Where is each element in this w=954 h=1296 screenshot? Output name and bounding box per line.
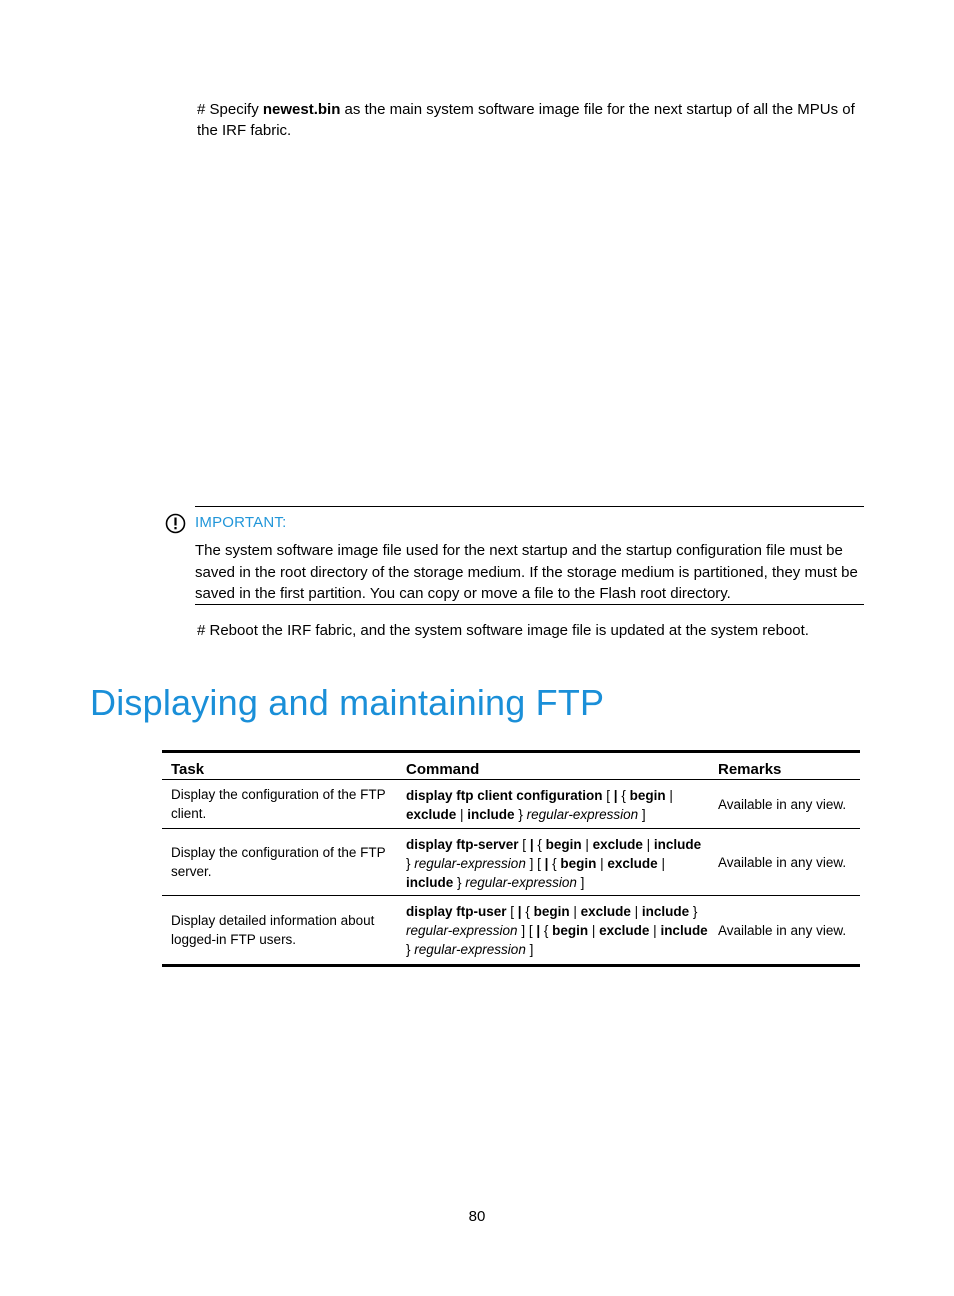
header-remarks: Remarks	[718, 761, 782, 778]
important-body: The system software image file used for the next startup and the startup configuration file must be saved in the root directory of the storage medium. If the storage medium is partitioned, they must be saved in the first partition. You can copy or move a file to the Flash root directory.	[195, 542, 858, 602]
command-cell: display ftp-user [ | { begin | exclude | include } regular-expression ] [ | { begin | exclude | include } regular-expression ]	[406, 904, 708, 957]
important-bottom-rule	[195, 604, 864, 605]
task-cell: Display the configuration of the FTP client.	[171, 787, 386, 821]
remarks-cell: Available in any view.	[718, 922, 847, 938]
command-cell: display ftp client configuration [ | { begin | exclude | include } regular-expression ]	[406, 788, 673, 822]
important-top-rule	[195, 506, 864, 507]
section-heading: Displaying and maintaining FTP	[90, 682, 605, 723]
page-number: 80	[468, 1208, 486, 1225]
table-row	[162, 780, 860, 829]
specify-prefix: # Specify	[197, 101, 263, 118]
remarks-cell: Available in any view.	[718, 796, 847, 812]
task-cell: Display the configuration of the FTP server.	[171, 845, 386, 879]
commands-table	[162, 750, 860, 967]
header-command: Command	[406, 761, 480, 778]
specify-suffix: as the main system software image file for the next startup of all the MPUs of the IRF fabric.	[197, 101, 855, 139]
table-row	[162, 896, 860, 964]
specify-paragraph	[197, 99, 867, 141]
command-cell: display ftp-server [ | { begin | exclude | include } regular-expression ] [ | { begin | exclude | include } regular-expression ]	[406, 837, 702, 890]
image-file-name: newest.bin	[262, 101, 341, 118]
remarks-cell: Available in any view.	[718, 854, 847, 870]
reboot-paragraph: # Reboot the IRF fabric, and the system software image file is updated at the system reboot.	[197, 622, 809, 639]
table-row	[162, 829, 860, 896]
important-label: IMPORTANT:	[195, 514, 287, 531]
header-task: Task	[171, 761, 205, 778]
task-cell: Display detailed information about logged-in FTP users.	[171, 913, 375, 947]
exclamation-circle-icon	[165, 513, 186, 534]
table-header-row	[162, 753, 860, 780]
